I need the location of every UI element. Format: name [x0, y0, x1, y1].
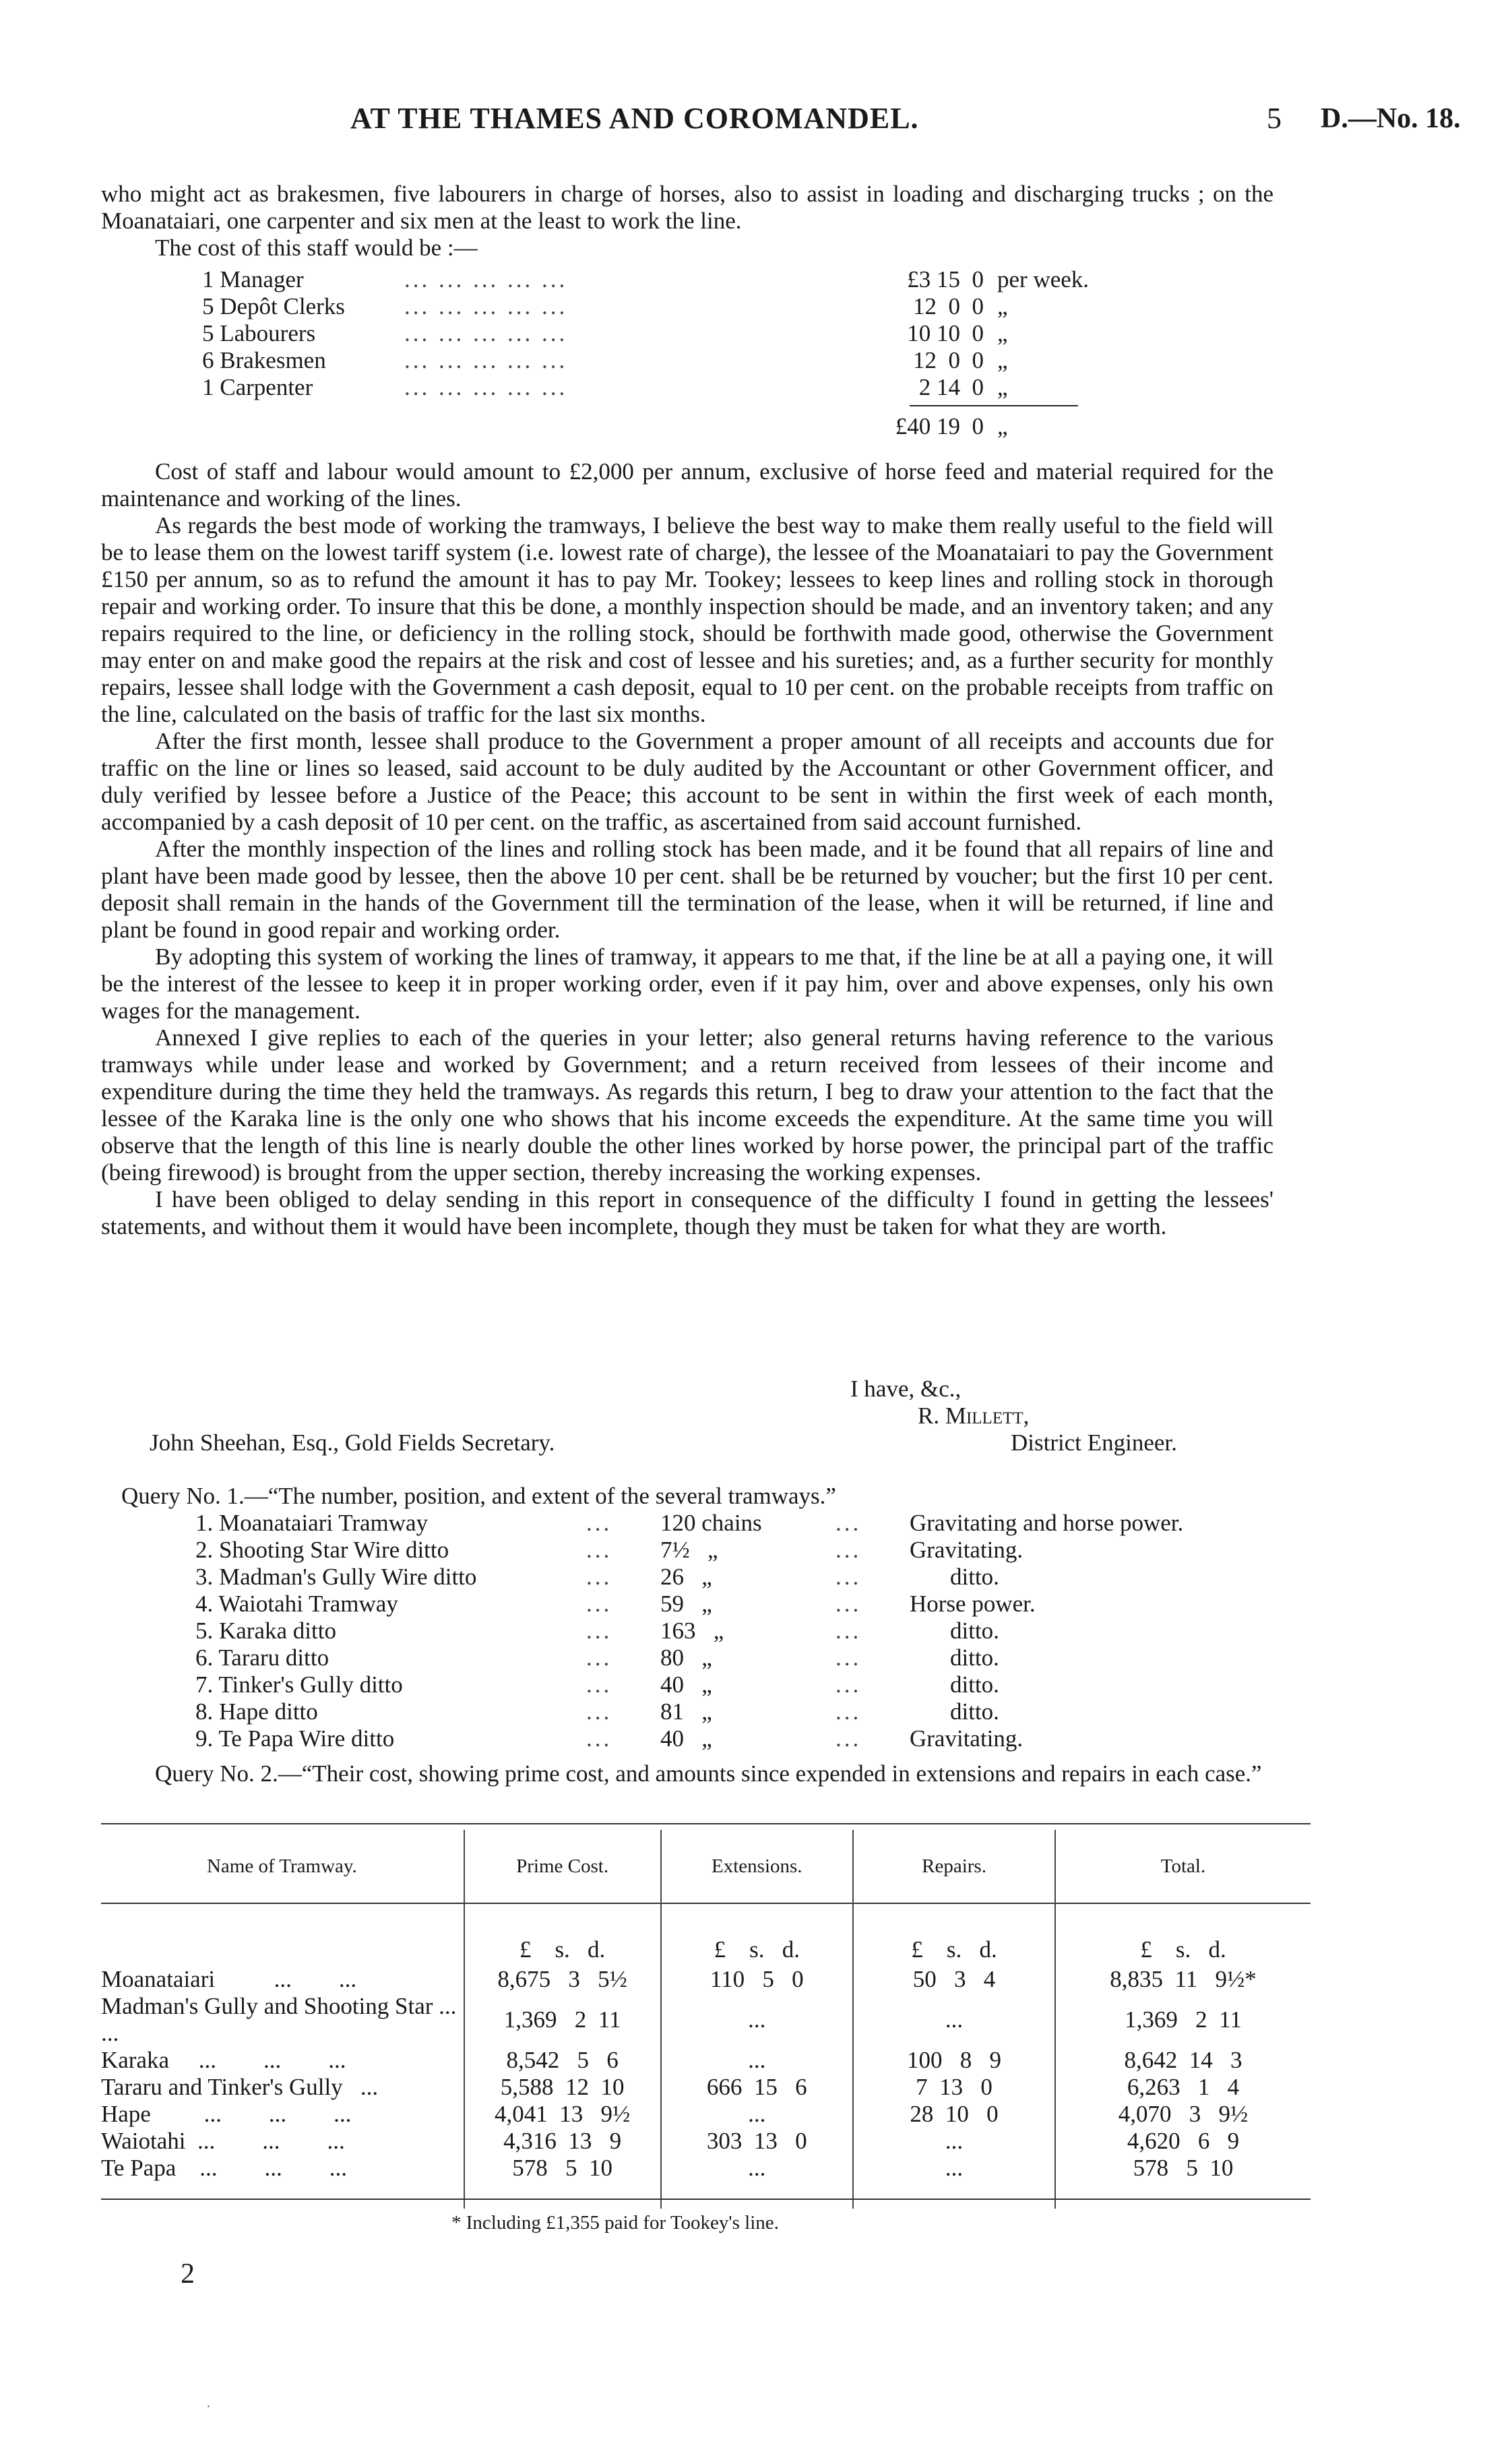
unit-cell: £ s. d.	[464, 1903, 661, 1966]
tramway-length: 59 „	[660, 1591, 712, 1617]
leader-dots: ...	[836, 1698, 862, 1725]
table-top-rule	[101, 1823, 1311, 1824]
leader-dots: ...	[586, 1591, 612, 1617]
column-header: Name of Tramway.	[101, 1830, 464, 1903]
repairs-cell: ...	[853, 2155, 1055, 2182]
tramway-cell: Te Papa ... ... ...	[101, 2155, 464, 2182]
intro-text: who might act as brakesmen, five labourers in charge of horses, also to assist in loading and discharging trucks ; on the Moanataiari, one carpenter and six men at the least to work the line.	[101, 181, 1273, 234]
leader-dots: ...	[586, 1644, 612, 1671]
intro-paragraph	[101, 181, 1273, 262]
tramway-cell: Tararu and Tinker's Gully ...	[101, 2074, 464, 2101]
tramway-length: 80 „	[660, 1644, 712, 1671]
unit-cell	[101, 1903, 464, 1966]
tramway-kind: ditto.	[950, 1671, 999, 1698]
tramway-kind: ditto.	[950, 1618, 999, 1644]
leader-dots: ...	[586, 1725, 612, 1752]
extensions-cell: ...	[661, 2047, 854, 2074]
staff-per: „	[997, 293, 1008, 319]
query2-heading: Query No. 2.—“Their cost, showing prime cost, and amounts since expended in extensions and repairs in each case.”	[155, 1760, 1262, 1787]
staff-per: „	[997, 347, 1008, 373]
unit-cell: £ s. d.	[853, 1903, 1055, 1966]
tramway-length: 26 „	[660, 1564, 712, 1590]
signoff-closing: I have, &c.,	[850, 1376, 962, 1402]
leader-dots: ... ... ... ... ...	[404, 293, 568, 319]
table-row	[101, 1993, 1311, 2047]
paragraph: As regards the best mode of working the tramways, I believe the best way to make them really useful to the field will be to lease them on the lowest tariff system (i.e. lowest rate of charge), the lessee of the Moanataiari to pay the Government £150 per annum, so as to refund the amount it has to pay Mr. Tookey; lessees to keep lines and rolling stock in thorough repair and working order. To insure that this be done, a monthly inspection should be made, and an inventory taken; and any repairs required to the line, or deficiency in the rolling stock, should be forthwith made good, otherwise the Government may enter on and make good the repairs at the risk and cost of lessee and his sureties; and, as a further security for monthly repairs, lessee shall lodge with the Government a cash deposit, equal to 10 per cent. on the probable receipts from traffic on the line, calculated on the basis of traffic for the last six months.	[101, 512, 1273, 727]
tramway-row	[195, 1591, 1354, 1618]
staff-item: 1 Carpenter	[202, 374, 313, 400]
extensions-cell: 303 13 0	[661, 2128, 854, 2155]
staff-row	[202, 347, 1105, 374]
tramway-cell: Madman's Gully and Shooting Star ... ...	[101, 1993, 464, 2047]
tramway-length: 40 „	[660, 1671, 712, 1698]
tramway-row	[195, 1644, 1354, 1671]
column-header: Repairs.	[853, 1830, 1055, 1903]
tramway-row	[195, 1510, 1354, 1537]
staff-row	[202, 266, 1105, 293]
tramway-row	[195, 1725, 1354, 1752]
repairs-cell: 7 13 0	[853, 2074, 1055, 2101]
staff-amount: 2 14 0	[918, 374, 984, 400]
tramway-length: 163 „	[660, 1618, 724, 1644]
prime-cost-cell: 4,041 13 9½	[464, 2101, 661, 2128]
repairs-cell: ...	[853, 2128, 1055, 2155]
leader-dots: ...	[836, 1725, 862, 1752]
table-row	[101, 2074, 1311, 2101]
paragraph: By adopting this system of working the lines of tramway, it appears to me that, if the line be at all a paying one, it will be the interest of the lessee to keep it in proper working order, even if it pay him, over and above expenses, only his own wages for the management.	[101, 944, 1273, 1024]
query2-heading-block	[101, 1760, 1273, 1787]
tramway-cell: Hape ... ... ...	[101, 2101, 464, 2128]
staff-total-amount: £40 19 0	[895, 413, 984, 439]
table-header-row	[101, 1830, 1311, 1903]
staff-row	[202, 293, 1105, 320]
staff-total-per: „	[997, 413, 1008, 439]
leader-dots: ...	[836, 1644, 862, 1671]
total-cell: 578 5 10	[1133, 2155, 1234, 2181]
units-row	[101, 1903, 1311, 1966]
leader-dots: ...	[586, 1537, 612, 1563]
tramway-name: 2. Shooting Star Wire ditto	[195, 1537, 449, 1563]
leader-dots: ...	[586, 1510, 612, 1536]
extensions-cell: 110 5 0	[661, 1966, 854, 1993]
extensions-cell: ...	[661, 2101, 854, 2128]
table-row	[101, 2101, 1311, 2128]
running-header-title: AT THE THAMES AND COROMANDEL.	[350, 102, 919, 135]
report-body	[101, 458, 1273, 1240]
staff-item: 6 Brakesmen	[202, 347, 326, 373]
tramway-length: 7½ „	[660, 1537, 718, 1563]
leader-dots: ...	[836, 1537, 862, 1563]
prime-cost-cell: 1,369 2 11	[464, 1993, 661, 2047]
total-cell: 6,263 1 4	[1127, 2074, 1240, 2100]
total-cell: 1,369 2 11	[1125, 2006, 1242, 2033]
page-signature-number: 2	[181, 2258, 195, 2289]
prime-cost-cell: 4,316 13 9	[464, 2128, 661, 2155]
staff-item: 5 Depôt Clerks	[202, 293, 345, 319]
tramway-kind: Gravitating.	[910, 1537, 1023, 1563]
table-spacer-row	[101, 2182, 1311, 2209]
extensions-cell: ...	[661, 1993, 854, 2047]
leader-dots: ...	[836, 1564, 862, 1590]
print-mark: ·	[206, 2399, 211, 2414]
tramway-kind: Gravitating.	[910, 1725, 1023, 1752]
paragraph: After the monthly inspection of the lines and rolling stock has been made, and it be found that all repairs of line and plant have been made good by lessee, then the above 10 per cent. shall be be returned by voucher; but the first 10 per cent. deposit shall remain in the hands of the Government till the termination of the lease, when it will be returned, if line and plant be found in good repair and working order.	[101, 836, 1273, 943]
tramway-cell: Karaka ... ... ...	[101, 2047, 464, 2074]
total-cell: 8,835 11 9½*	[1110, 1966, 1257, 1992]
leader-dots: ... ... ... ... ...	[404, 266, 568, 293]
unit-cell: £ s. d.	[661, 1903, 854, 1966]
staff-amount: 12 0 0	[913, 347, 984, 373]
leader-dots: ...	[836, 1671, 862, 1698]
column-header: Extensions.	[661, 1830, 854, 1903]
tramway-length: 40 „	[660, 1725, 712, 1752]
staff-amount: 10 10 0	[907, 320, 984, 346]
tramway-name: 5. Karaka ditto	[195, 1618, 336, 1644]
staff-cost-list	[202, 266, 1105, 440]
extensions-cell: 666 15 6	[661, 2074, 854, 2101]
tramway-cell: Waiotahi ... ... ...	[101, 2128, 464, 2155]
tramway-kind: ditto.	[950, 1644, 999, 1671]
tramway-length: 81 „	[660, 1698, 712, 1725]
table-row	[101, 2128, 1311, 2155]
table-row	[101, 2155, 1311, 2182]
column-header: Prime Cost.	[464, 1830, 661, 1903]
leader-dots: ... ... ... ... ...	[404, 347, 568, 373]
leader-dots: ...	[586, 1698, 612, 1725]
tramway-name: 7. Tinker's Gully ditto	[195, 1671, 403, 1698]
table-row	[101, 2047, 1311, 2074]
tramway-kind: ditto.	[950, 1564, 999, 1590]
tramway-name: 1. Moanataiari Tramway	[195, 1510, 429, 1536]
staff-row	[202, 320, 1105, 347]
tramway-name: 6. Tararu ditto	[195, 1644, 329, 1671]
tramway-row	[195, 1618, 1354, 1644]
staff-amount: £3 15 0	[907, 266, 984, 293]
staff-per: per week.	[997, 266, 1090, 293]
tramway-name: 8. Hape ditto	[195, 1698, 318, 1725]
total-cell: 4,070 3 9½	[1118, 2101, 1249, 2127]
total-rule	[910, 405, 1078, 406]
tramway-length: 120 chains	[660, 1510, 762, 1536]
leader-dots: ...	[836, 1618, 862, 1644]
tramway-row	[195, 1671, 1354, 1698]
paragraph: I have been obliged to delay sending in this report in consequence of the difficulty I found in getting the lessees' statements, and without them it would have been incomplete, though they must be taken for what they are worth.	[101, 1186, 1273, 1239]
table-row	[101, 1966, 1311, 1993]
paragraph: Cost of staff and labour would amount to £2,000 per annum, exclusive of horse feed and material required for the maintenance and working of the lines.	[101, 458, 1273, 512]
prime-cost-cell: 8,675 3 5½	[464, 1966, 661, 1993]
tramway-cell: Moanataiari ... ...	[101, 1966, 464, 1993]
staff-amount: 12 0 0	[913, 293, 984, 319]
leader-dots: ... ... ... ... ...	[404, 374, 568, 400]
staff-item: 1 Manager	[202, 266, 304, 293]
tramway-row	[195, 1564, 1354, 1591]
paragraph: Annexed I give replies to each of the queries in your letter; also general returns having reference to the various tramways while under lease and worked by Government; and a return received from lessees of their income and expenditure during the time they held the tramways. As regards this return, I beg to draw your attention to the fact that the lessee of the Karaka line is the only one who shows that his income exceeds the expenditure. At the same time you will observe that the length of this line is nearly double the other lines worked by horse power, the principal part of the traffic (being firewood) is brought from the upper section, thereby increasing the working expenses.	[101, 1024, 1273, 1186]
repairs-cell: 50 3 4	[853, 1966, 1055, 1993]
leader-dots: ...	[586, 1564, 612, 1590]
tramway-kind: Horse power.	[910, 1591, 1036, 1617]
tramway-name: 9. Te Papa Wire ditto	[195, 1725, 395, 1752]
total-cell: 8,642 14 3	[1124, 2047, 1242, 2073]
tramway-name: 4. Waiotahi Tramway	[195, 1591, 398, 1617]
table-footnote: * Including £1,355 paid for Tookey's line.	[451, 2212, 779, 2234]
prime-cost-cell: 8,542 5 6	[464, 2047, 661, 2074]
leader-dots: ... ... ... ... ...	[404, 320, 568, 346]
staff-intro: The cost of this staff would be :—	[155, 235, 478, 261]
staff-item: 5 Labourers	[202, 320, 316, 346]
total-cell: 4,620 6 9	[1127, 2128, 1240, 2154]
tramway-kind: ditto.	[950, 1698, 999, 1725]
extensions-cell: ...	[661, 2155, 854, 2182]
staff-row	[202, 374, 1105, 401]
document-reference: D.—No. 18.	[1321, 103, 1461, 134]
leader-dots: ...	[836, 1591, 862, 1617]
leader-dots: ...	[836, 1510, 862, 1536]
tramway-kind: Gravitating and horse power.	[910, 1510, 1184, 1536]
staff-total-row	[202, 413, 1105, 440]
signoff-title: District Engineer.	[1011, 1429, 1177, 1456]
prime-cost-cell: 5,588 12 10	[464, 2074, 661, 2101]
staff-per: „	[997, 320, 1008, 346]
leader-dots: ...	[586, 1618, 612, 1644]
repairs-cell: ...	[853, 1993, 1055, 2047]
tramway-name: 3. Madman's Gully Wire ditto	[195, 1564, 477, 1590]
cost-table	[101, 1830, 1311, 2209]
repairs-cell: 28 10 0	[853, 2101, 1055, 2128]
signoff-addressee: John Sheehan, Esq., Gold Fields Secretary.	[150, 1429, 555, 1456]
staff-per: „	[997, 374, 1008, 400]
tramway-row	[195, 1698, 1354, 1725]
prime-cost-cell: 578 5 10	[464, 2155, 661, 2182]
leader-dots: ...	[586, 1671, 612, 1698]
repairs-cell: 100 8 9	[853, 2047, 1055, 2074]
tramway-row	[195, 1537, 1354, 1564]
column-header: Total.	[1160, 1855, 1206, 1877]
running-header-page-number: 5	[1267, 102, 1282, 135]
table-bottom-rule	[101, 2198, 1311, 2200]
paragraph: After the first month, lessee shall produce to the Government a proper amount of all receipts and accounts due for traffic on the line or lines so leased, said account to be duly audited by the Accountant or other Government officer, and duly verified by lessee before a Justice of the Peace; this account to be sent in within the first week of each month, accompanied by a cash deposit of 10 per cent. on the traffic, as ascertained from said account furnished.	[101, 728, 1273, 835]
tramway-list	[195, 1510, 1354, 1752]
unit-cell: £ s. d.	[1055, 1903, 1311, 1966]
signoff-name: R. Millett,	[918, 1403, 1030, 1429]
query1-heading: Query No. 1.—“The number, position, and extent of the several tramways.”	[121, 1483, 836, 1509]
